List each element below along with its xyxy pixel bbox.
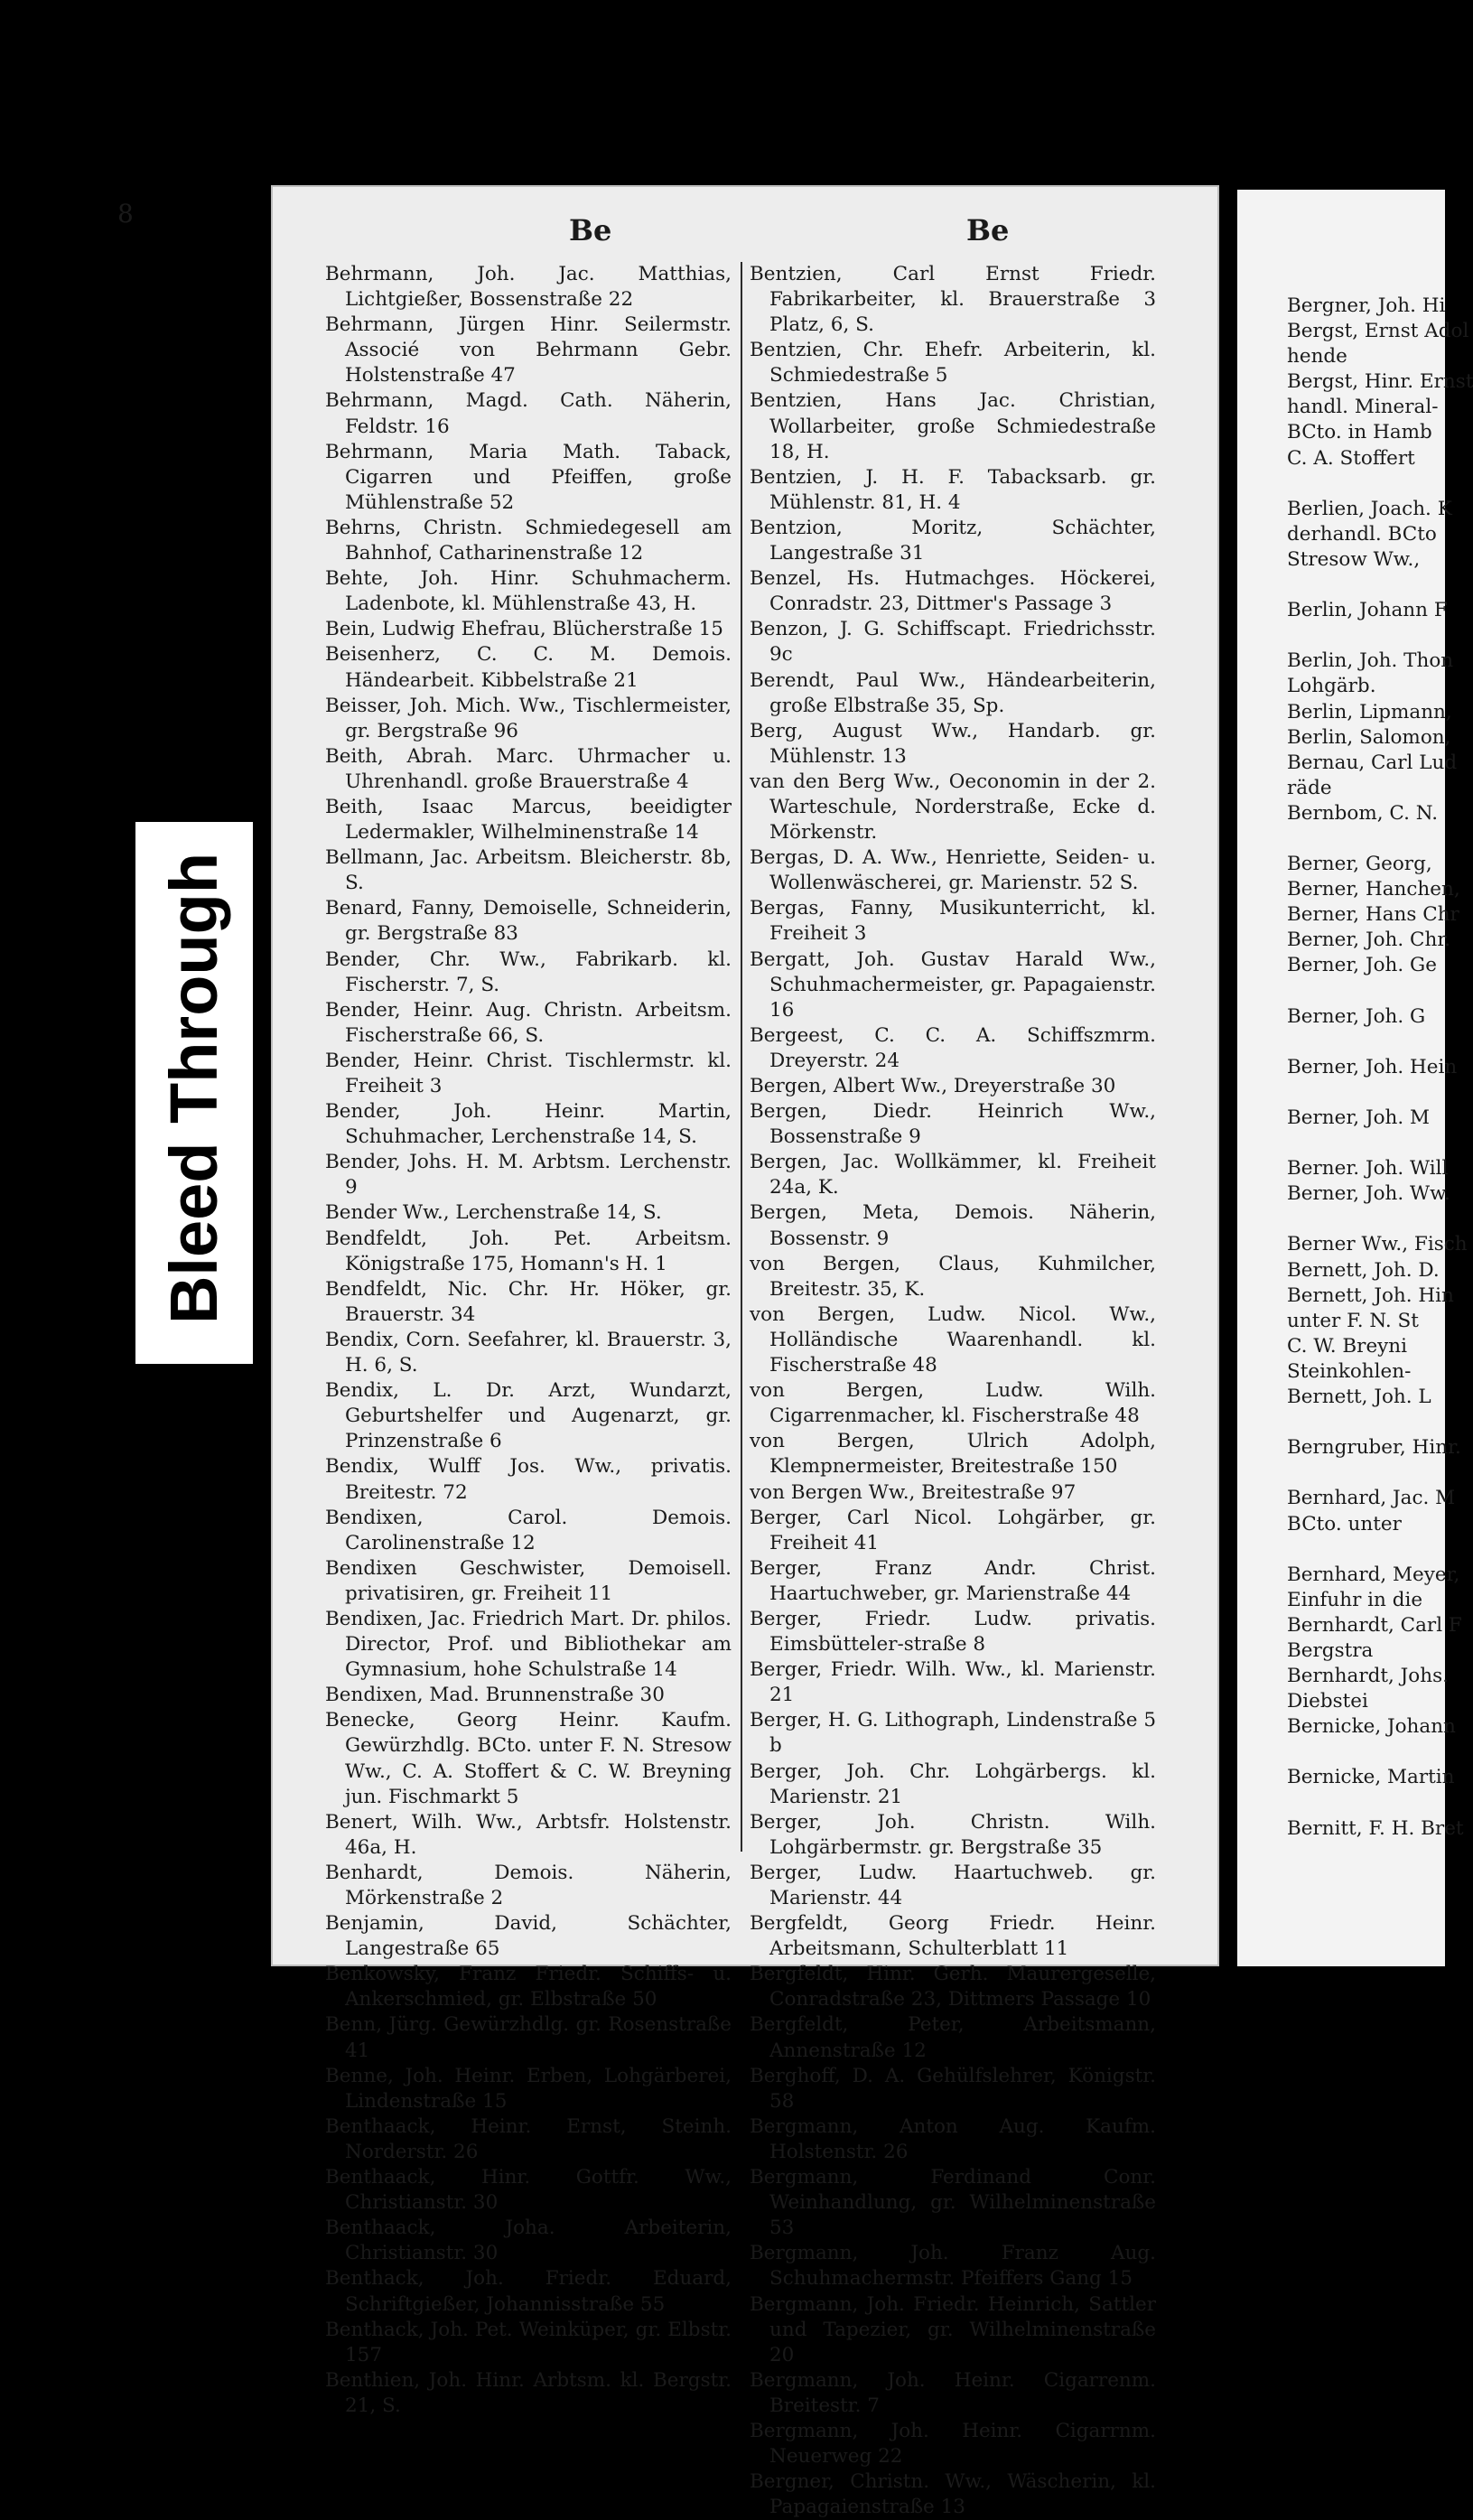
header-right: Be: [966, 213, 1010, 247]
directory-entry: Bentzion, Moritz, Schächter, Langestraße 31: [750, 516, 1156, 565]
directory-entry: Bein, Ludwig Ehefrau, Blücherstraße 15: [325, 618, 723, 641]
column-divider: [741, 262, 742, 1852]
right-column-partial: [1287, 294, 1473, 1901]
directory-entry: Berger, Friedr. Ludw. privatis. Eimsbütteler-straße 8: [750, 1607, 1156, 1657]
directory-entry: Benert, Wilh. Ww., Arbtsfr. Holstenstr. 46a, H.: [325, 1810, 732, 1859]
directory-entry: Berlin, Salomon,: [1287, 725, 1451, 749]
directory-entry: Berger, Joh. Christn. Wilh. Lohgärbermstr. gr. Bergstraße 35: [750, 1810, 1156, 1859]
directory-entry: Berngruber, Hinr.: [1287, 1436, 1461, 1460]
directory-entry: Bergmann, Joh. Heinr. Cigarrenm. Breitestr. 7: [750, 2368, 1156, 2417]
directory-entry: Berner, Hanchen,: [1287, 878, 1460, 901]
directory-entry: Lohgärb.: [1287, 675, 1376, 698]
directory-entry: Berger, Franz Andr. Christ. Haartuchweber, gr. Marienstraße 44: [750, 1556, 1156, 1605]
directory-entry: Berner, Joh. G: [1287, 1004, 1426, 1028]
directory-entry: Bendix, L. Dr. Arzt, Wundarzt, Geburtshelfer und Augenarzt, gr. Prinzenstraße 6: [325, 1379, 732, 1453]
directory-entry: Berg, August Ww., Handarb. gr. Mühlenstr. 13: [750, 719, 1156, 768]
directory-entry: [1287, 979, 1445, 1004]
directory-entry: Berner, Joh. Hein: [1287, 1055, 1458, 1078]
directory-entry: Bergfeldt, Peter, Arbeitsmann, Annenstraße 12: [750, 2013, 1156, 2062]
directory-entry: Bendix, Wulff Jos. Ww., privatis. Breitestr. 72: [325, 1455, 732, 1504]
directory-entry: Bender, Heinr. Aug. Christn. Arbeitsm. Fischerstraße 66, S.: [325, 998, 732, 1047]
directory-entry: Bendixen, Jac. Friedrich Mart. Dr. philos. Director, Prof. und Bibliothekar am Gymnasium, hohe Schulstraße 14: [325, 1607, 732, 1682]
directory-entry: [1287, 1537, 1445, 1563]
directory-entry: Berner, Joh. Chr.: [1287, 929, 1451, 952]
directory-entry: [1287, 1410, 1445, 1435]
directory-entry: hende: [1287, 345, 1347, 369]
directory-entry: [1287, 1080, 1445, 1106]
directory-entry: Bernett, Joh. Hin: [1287, 1283, 1454, 1307]
directory-entry: Berner, Joh. M: [1287, 1106, 1431, 1129]
directory-entry: derhandl. BCto: [1287, 522, 1437, 546]
directory-entry: Bendixen, Mad. Brunnenstraße 30: [325, 1684, 665, 1707]
directory-entry: Berlin, Joh. Thon: [1287, 649, 1454, 673]
directory-entry: Stresow Ww.,: [1287, 547, 1421, 571]
directory-entry: Bernbom, C. N.: [1287, 801, 1439, 825]
directory-entry: C. W. Breyni: [1287, 1334, 1408, 1358]
directory-entry: handl. Mineral-: [1287, 396, 1439, 419]
directory-entry: von Bergen, Claus, Kuhmilcher, Breitestr. 35, K.: [750, 1252, 1156, 1301]
directory-entry: Bergmann, Ferdinand Conr. Weinhandlung, gr. Wilhelminenstraße 53: [750, 2166, 1156, 2240]
directory-entry: Behte, Joh. Hinr. Schuhmacherm. Ladenbote, kl. Mühlenstraße 43, H.: [325, 567, 732, 616]
directory-entry: Berger, H. G. Lithograph, Lindenstraße 5 b: [750, 1709, 1156, 1758]
directory-entry: [1287, 1791, 1445, 1816]
directory-entry: Benthack, Joh. Friedr. Eduard, Schriftgießer, Johannisstraße 55: [325, 2267, 732, 2316]
directory-entry: Bendfeldt, Nic. Chr. Hr. Höker, gr. Brauerstr. 34: [325, 1277, 732, 1326]
middle-column: [750, 262, 1156, 2519]
directory-entry: BCto. unter: [1287, 1512, 1402, 1535]
directory-entry: C. A. Stoffert: [1287, 446, 1415, 470]
directory-entry: Bernhardt, Johs.: [1287, 1665, 1449, 1688]
directory-entry: Bendfeldt, Joh. Pet. Arbeitsm. Königstraße 175, Homann's H. 1: [325, 1227, 732, 1275]
left-column: [325, 262, 732, 2417]
directory-entry: Berendt, Paul Ww., Händearbeiterin, große Elbstraße 35, Sp.: [750, 668, 1156, 717]
directory-entry: Berner, Joh. Ge: [1287, 954, 1437, 977]
directory-entry: Einfuhr in die: [1287, 1588, 1423, 1611]
directory-entry: Bernhardt, Carl F: [1287, 1613, 1462, 1637]
directory-entry: Steinkohlen-: [1287, 1359, 1412, 1383]
directory-entry: Bergeest, C. C. A. Schiffszmrm. Dreyerstr. 24: [750, 1023, 1156, 1072]
directory-entry: [1287, 1461, 1445, 1486]
directory-entry: Benard, Fanny, Demoiselle, Schneiderin, gr. Bergstraße 83: [325, 897, 732, 946]
directory-entry: von Bergen, Ludw. Wilh. Cigarrenmacher, kl. Fischerstraße 48: [750, 1379, 1156, 1428]
directory-entry: [1287, 1207, 1445, 1232]
directory-entry: Bergen, Albert Ww., Dreyerstraße 30: [750, 1075, 1116, 1097]
directory-entry: Behrmann, Joh. Jac. Matthias, Lichtgießer, Bossenstraße 22: [325, 263, 732, 312]
directory-entry: Behrmann, Magd. Cath. Näherin, Feldstr. 16: [325, 389, 732, 438]
directory-entry: Benthack, Joh. Pet. Weinküper, gr. Elbstr. 157: [325, 2318, 732, 2366]
directory-entry: [1287, 573, 1445, 598]
directory-entry: Bender, Heinr. Christ. Tischlermstr. kl. Freiheit 3: [325, 1049, 732, 1097]
directory-entry: Beisenherz, C. C. M. Demois. Händearbeit. Kibbelstraße 21: [325, 643, 732, 692]
directory-entry: Bendixen, Carol. Demois. Carolinenstraße 12: [325, 1506, 732, 1554]
directory-entry: Beith, Abrah. Marc. Uhrmacher u. Uhrenhandl. große Brauerstraße 4: [325, 744, 732, 793]
directory-entry: Benjamin, David, Schächter, Langestraße 65: [325, 1912, 732, 1961]
directory-entry: Bergst, Hinr. Ernst: [1287, 370, 1473, 394]
directory-entry: Bendix, Corn. Seefahrer, kl. Brauerstr. 3, H. 6, S.: [325, 1328, 732, 1377]
directory-entry: Benthaack, Joha. Arbeiterin, Christianstr. 30: [325, 2217, 732, 2265]
directory-entry: Bernau, Carl Lud: [1287, 751, 1458, 774]
directory-entry: Bender Ww., Lerchenstraße 14, S.: [325, 1201, 662, 1225]
directory-entry: Bernicke, Johann: [1287, 1715, 1456, 1739]
directory-entry: Bergfeldt, Hinr. Gerh. Maurergeselle, Conradstraße 23, Dittmers Passage 10: [750, 1963, 1156, 2011]
directory-entry: BCto. in Hamb: [1287, 421, 1432, 444]
directory-entry: [1287, 471, 1445, 497]
directory-entry: räde: [1287, 776, 1332, 799]
directory-entry: Bergen, Meta, Demois. Näherin, Bossenstr. 9: [750, 1201, 1156, 1250]
directory-entry: von Bergen, Ludw. Nicol. Ww., Holländische Waarenhandl. kl. Fischerstraße 48: [750, 1302, 1156, 1377]
directory-entry: von Bergen Ww., Breitestraße 97: [750, 1480, 1077, 1504]
directory-entry: Bergen, Diedr. Heinrich Ww., Bossenstraße 9: [750, 1100, 1156, 1149]
directory-entry: Berner Ww., Fisch: [1287, 1233, 1468, 1256]
directory-entry: Bergmann, Anton Aug. Kaufm. Holstenstr. 26: [750, 2114, 1156, 2163]
directory-entry: Berlien, Joach. K: [1287, 497, 1452, 520]
directory-entry: Bellmann, Jac. Arbeitsm. Bleicherstr. 8b, S.: [325, 846, 732, 895]
directory-entry: Benthien, Joh. Hinr. Arbtsm. kl. Bergstr. 21, S.: [325, 2368, 732, 2417]
directory-entry: Benzon, J. G. Schiffscapt. Friedrichsstr. 9c: [750, 618, 1156, 667]
directory-entry: Bergstra: [1287, 1638, 1374, 1662]
directory-entry: Berner, Georg,: [1287, 853, 1432, 876]
directory-entry: Berlin, Lipmann,: [1287, 700, 1452, 723]
directory-entry: [1287, 623, 1445, 649]
directory-entry: [1287, 1030, 1445, 1055]
directory-entry: van den Berg Ww., Oeconomin in der 2. Warteschule, Norderstraße, Ecke d. Mörkenstr.: [750, 770, 1156, 845]
directory-entry: Bergner, Joh. Hi: [1287, 294, 1446, 317]
header-left: Be: [569, 213, 612, 247]
directory-entry: Benzel, Hs. Hutmachges. Höckerei, Conradstr. 23, Dittmer's Passage 3: [750, 567, 1156, 616]
directory-entry: [1287, 1740, 1445, 1765]
directory-entry: Bergas, Fanny, Musikunterricht, kl. Freiheit 3: [750, 897, 1156, 946]
directory-entry: Benhardt, Demois. Näherin, Mörkenstraße 2: [325, 1861, 732, 1909]
directory-entry: Diebstei: [1287, 1690, 1368, 1713]
directory-entry: Bergfeldt, Georg Friedr. Heinr. Arbeitsmann, Schulterblatt 11: [750, 1912, 1156, 1961]
directory-entry: Benn, Jürg. Gewürzhdlg. gr. Rosenstraße 41: [325, 2013, 732, 2062]
directory-entry: Bernett, Joh. L: [1287, 1386, 1431, 1409]
directory-entry: Beisser, Joh. Mich. Ww., Tischlermeister, gr. Bergstraße 96: [325, 694, 732, 742]
directory-entry: Bentzien, J. H. F. Tabacksarb. gr. Mühlenstr. 81, H. 4: [750, 465, 1156, 514]
directory-entry: Bernhard, Jac. M: [1287, 1487, 1456, 1510]
directory-entry: Behrmann, Jürgen Hinr. Seilermstr. Associé von Behrmann Gebr. Holstenstraße 47: [325, 313, 732, 387]
directory-entry: Bender, Chr. Ww., Fabrikarb. kl. Fischerstr. 7, S.: [325, 947, 732, 996]
directory-entry: Bergmann, Joh. Franz Aug. Schuhmachermstr. Pfeiffers Gang 15: [750, 2242, 1156, 2291]
directory-entry: Berner, Hans Chr: [1287, 903, 1459, 927]
directory-entry: Behrmann, Maria Math. Taback, Cigarren und Pfeiffen, große Mühlenstraße 52: [325, 440, 732, 514]
directory-entry: Bergen, Jac. Wollkämmer, kl. Freiheit 24a, K.: [750, 1151, 1156, 1199]
directory-entry: Berger, Joh. Chr. Lohgärbergs. kl. Marienstr. 21: [750, 1759, 1156, 1808]
directory-entry: Bergas, D. A. Ww., Henriette, Seiden- u. Wollenwäscherei, gr. Marienstr. 52 S.: [750, 846, 1156, 895]
directory-entry: [1287, 826, 1445, 852]
directory-entry: Bergmann, Joh. Heinr. Cigarrnm. Neuerweg 22: [750, 2419, 1156, 2469]
directory-entry: Beith, Isaac Marcus, beeidigter Ledermakler, Wilhelminenstraße 14: [325, 795, 732, 845]
page-number: 8: [117, 199, 134, 229]
directory-entry: von Bergen, Ulrich Adolph, Klempnermeister, Breitestraße 150: [750, 1430, 1156, 1479]
directory-entry: unter F. N. St: [1287, 1309, 1419, 1332]
bleed-through-label: Bleed Through: [156, 852, 231, 1325]
directory-entry: Benthaack, Heinr. Ernst, Steinh. Norderstr. 26: [325, 2114, 732, 2163]
directory-entry: Benthaack, Hinr. Gottfr. Ww., Christianstr. 30: [325, 2166, 732, 2215]
directory-entry: Bendixen Geschwister, Demoisell. privatisiren, gr. Freiheit 11: [325, 1556, 732, 1605]
directory-entry: Bernhard, Meyer,: [1287, 1563, 1460, 1586]
directory-entry: Bentzien, Carl Ernst Friedr. Fabrikarbeiter, kl. Brauerstraße 3 Platz, 6, S.: [750, 263, 1156, 337]
directory-entry: Bender, Joh. Heinr. Martin, Schuhmacher, Lerchenstraße 14, S.: [325, 1100, 732, 1149]
directory-entry: Berger, Ludw. Haartuchweb. gr. Marienstr. 44: [750, 1861, 1156, 1909]
directory-entry: Benecke, Georg Heinr. Kaufm. Gewürzhdlg. BCto. unter F. N. Stresow Ww., C. A. Stoffert & C. W. Breyning jun. Fischmarkt 5: [325, 1709, 732, 1808]
directory-entry: Berger, Carl Nicol. Lohgärber, gr. Freiheit 41: [750, 1506, 1156, 1554]
directory-entry: Bergmann, Joh. Friedr. Heinrich, Sattler und Tapezier, gr. Wilhelminenstraße 20: [750, 2292, 1156, 2366]
directory-entry: Berghoff, D. A. Gehülfslehrer, Königstr. 58: [750, 2064, 1156, 2113]
directory-entry: Berger, Friedr. Wilh. Ww., kl. Marienstr. 21: [750, 1658, 1156, 1707]
directory-entry: Berner, Joh. Ww.: [1287, 1182, 1450, 1206]
directory-entry: Benkowsky, Franz Friedr. Schiffs- u. Ankerschmied, gr. Elbstraße 50: [325, 1963, 732, 2011]
directory-entry: Bender, Johs. H. M. Arbtsm. Lerchenstr. 9: [325, 1151, 732, 1199]
directory-entry: Benne, Joh. Heinr. Erben, Lohgärberei, Lindenstraße 15: [325, 2064, 732, 2113]
directory-entry: Bernett, Joh. D.: [1287, 1258, 1440, 1282]
directory-entry: Bernicke, Martin: [1287, 1766, 1455, 1789]
directory-entry: Bentzien, Hans Jac. Christian, Wollarbeiter, große Schmiedestraße 18, H.: [750, 389, 1156, 463]
directory-entry: [1287, 1131, 1445, 1156]
directory-entry: Berlin, Johann F: [1287, 599, 1448, 622]
directory-entry: Bentzien, Chr. Ehefr. Arbeiterin, kl. Schmiedestraße 5: [750, 339, 1156, 387]
directory-entry: Bergner, Christn. Ww., Wäscherin, kl. Papagaienstraße 13: [750, 2470, 1156, 2519]
directory-entry: Behrns, Christn. Schmiedegesell am Bahnhof, Catharinenstraße 12: [325, 516, 732, 565]
directory-entry: Bergatt, Joh. Gustav Harald Ww., Schuhmachermeister, gr. Papagaienstr. 16: [750, 947, 1156, 1022]
directory-entry: Berner. Joh. Will: [1287, 1157, 1449, 1181]
directory-entry: Bergst, Ernst Adol: [1287, 320, 1469, 343]
directory-entry: Bernitt, F. H. Bret: [1287, 1816, 1464, 1840]
